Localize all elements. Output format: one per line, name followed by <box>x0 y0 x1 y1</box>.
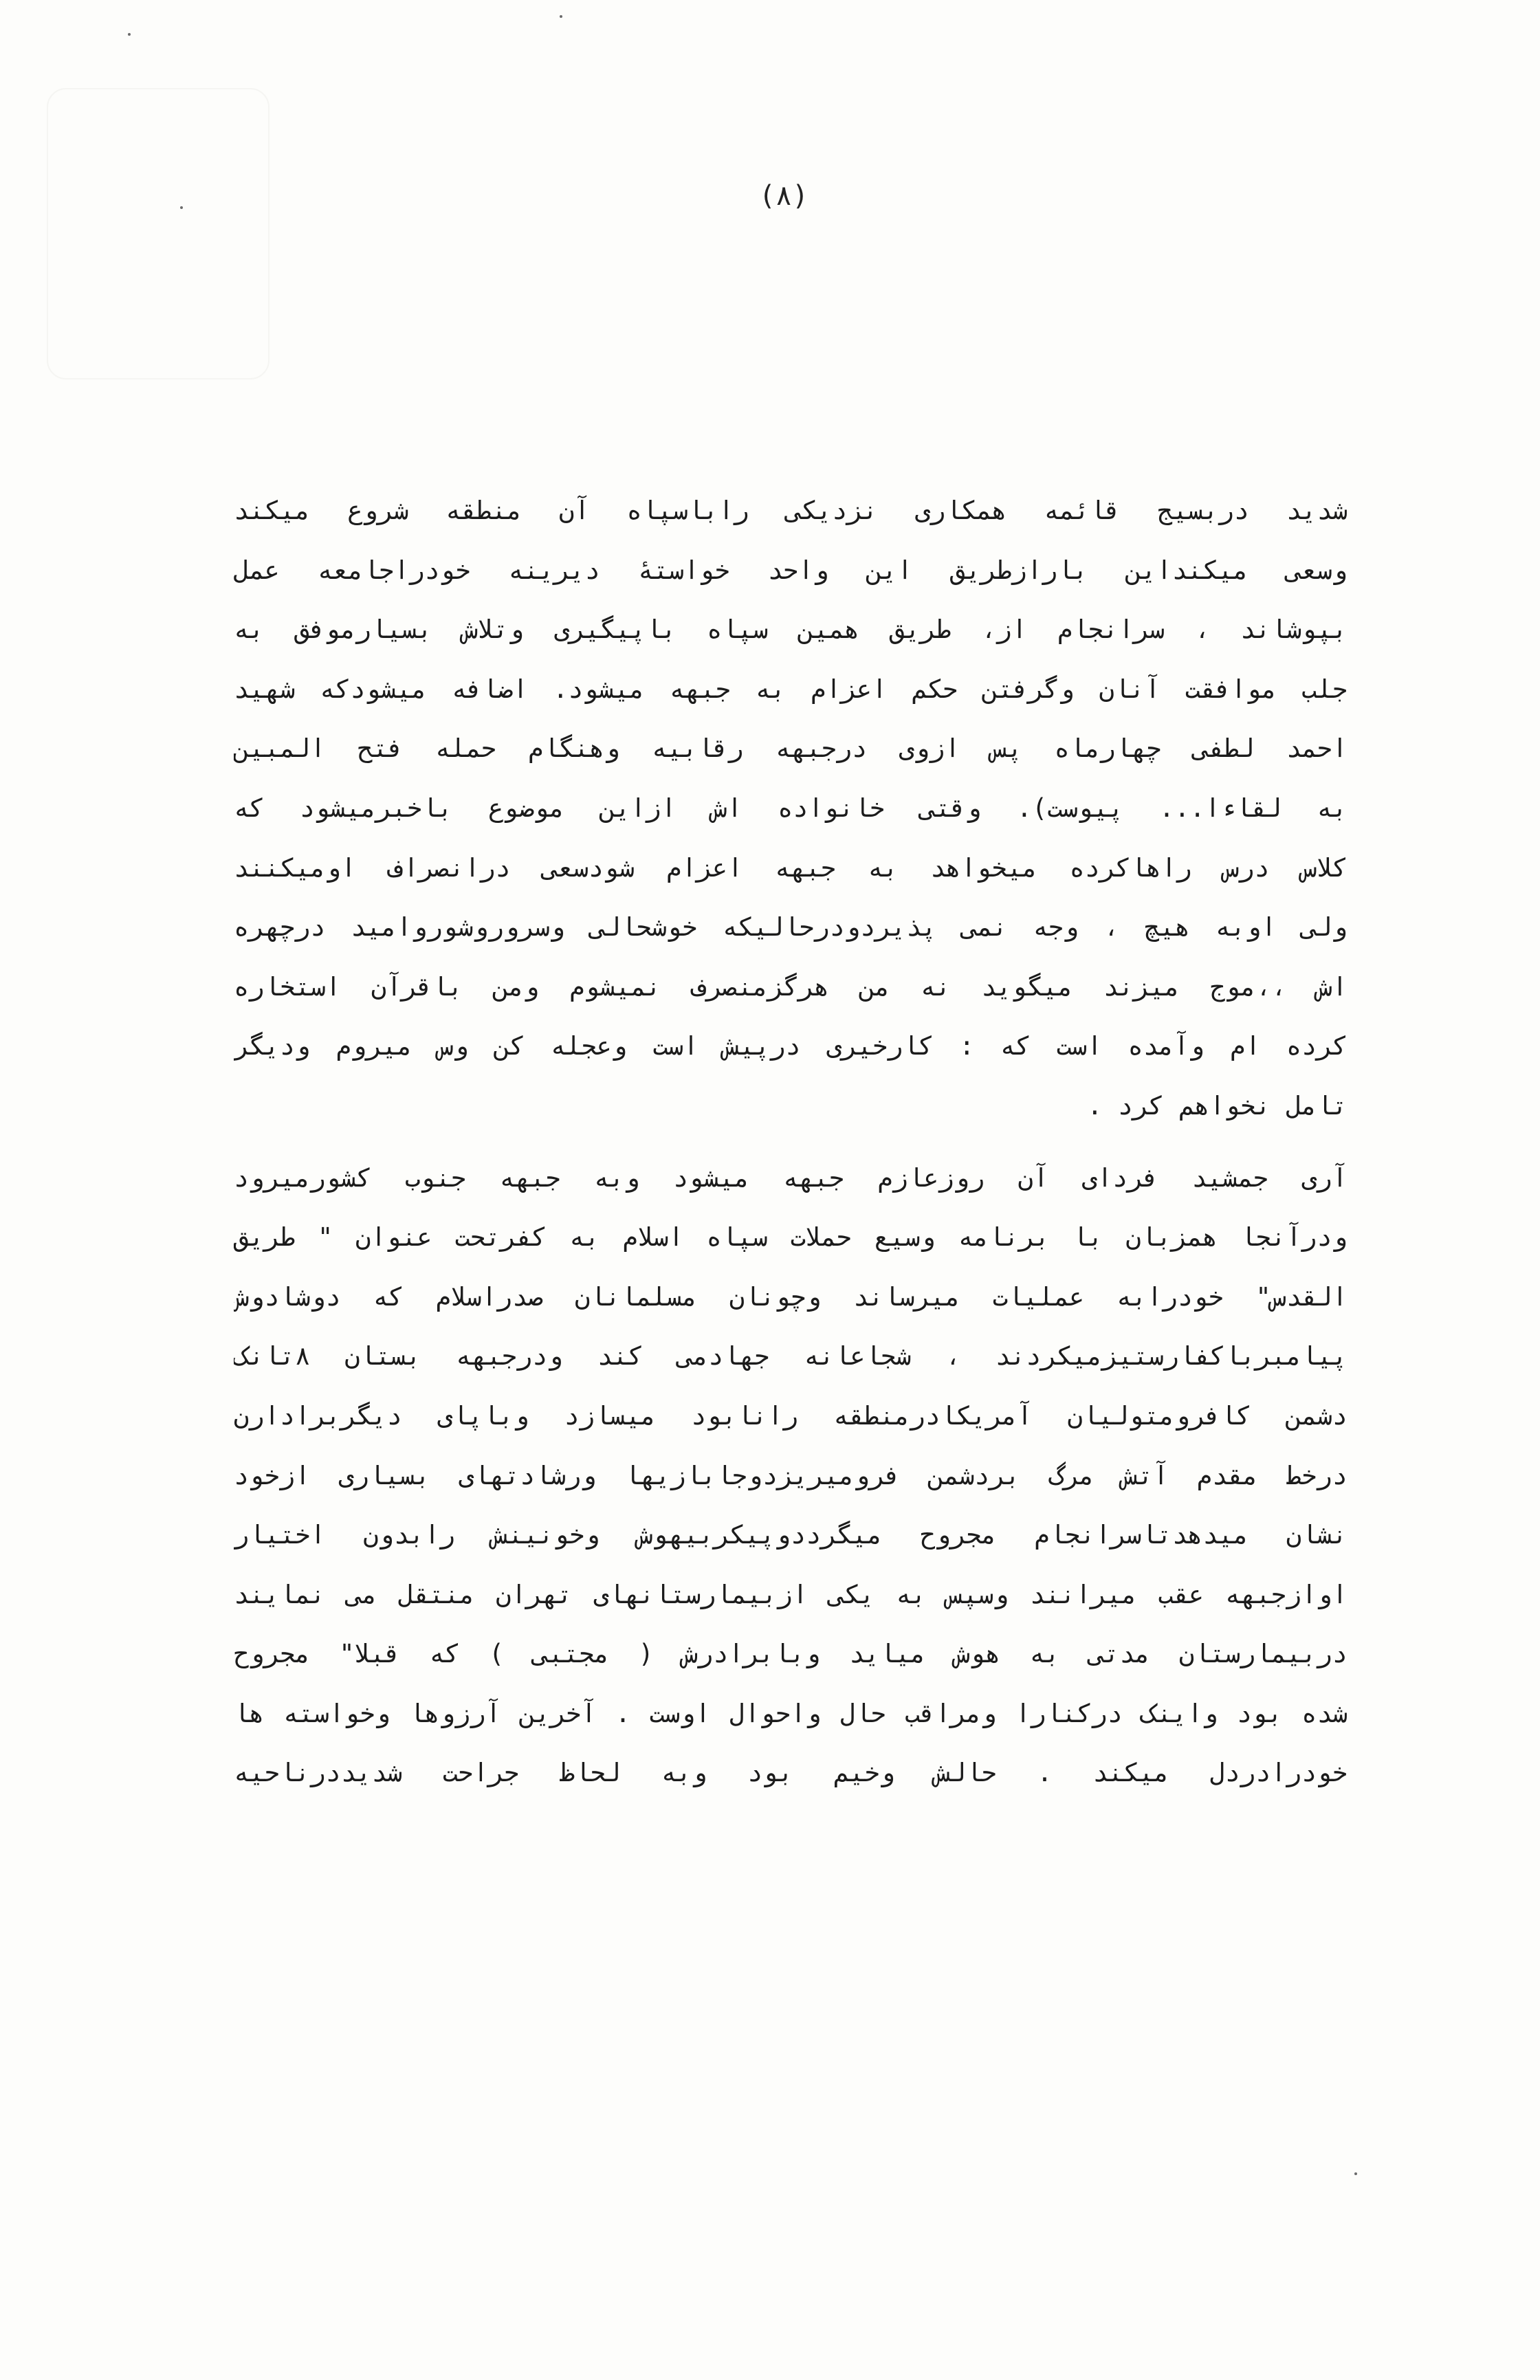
scan-speck <box>180 206 183 209</box>
scan-speck <box>128 33 131 36</box>
faint-stamp-mark <box>47 88 270 379</box>
text-line: نشان میدهدتاسرانجام مجروح میگرددوپیکربیهوش وخونینش رابدون اختیار <box>234 1520 1348 1550</box>
text-line: کلاس درس راهاکرده میخواهد به جبهه اعزام شودسعی درانصراف اومیکنند <box>234 852 1348 883</box>
scan-speck <box>1354 2172 1357 2175</box>
text-line: شدید دربسیج قائمه همکاری نزدیکی راباسپاه آن منطقه شروع میکند <box>234 496 1348 525</box>
text-line: القدس" خودرابه عملیات میرساند وچونان مسلمانان صدراسلام که دوشادوش <box>234 1281 1348 1312</box>
text-line: شده بود واینک درکنارا ومراقب حال واحوال اوست . آخرین آرزوها وخواسته ها <box>234 1698 1348 1728</box>
text-line: ودرآنجا همزبان با برنامه وسیع حملات سپاه اسلام به کفرتحت عنوان " طریق <box>234 1222 1348 1253</box>
text-line: بپوشاند ، سرانجام از، طریق همین سپاه باپیگیری وتلاش بسیارموفق به <box>234 615 1348 645</box>
text-line: آری جمشید فردای آن روزعازم جبهه میشود وبه جبهه جنوب کشورمیرود <box>234 1163 1348 1193</box>
text-line: ولی اوبه هیچ ، وجه نمی پذیردودرحالیکه خوشحالی وسروروشوروامید درچهره <box>234 912 1348 943</box>
text-line: کرده ام وآمده است که : کارخیری درپیش است وعجله کن وس میروم ودیگر <box>234 1031 1348 1061</box>
text-line: دربیمارستان مدتی به هوش میاید وبابرادرش ( مجتبی ) که قبلا" مجروح <box>234 1639 1348 1669</box>
text-line: خودرادردل میکند . حالش وخیم بود وبه لحاظ جراحت شدیددرناحیه <box>234 1758 1348 1788</box>
body-text <box>234 481 1348 1803</box>
text-line: به لقاءا... پیوست). وقتی خانواده اش ازاین موضوع باخبرمیشود که <box>234 793 1348 823</box>
text-line: پیامبرباکفارستیزمیکردند ، شجاعانه جهادمی کند ودرجبهه بستان ۸تانک <box>234 1341 1348 1371</box>
text-line: جلب موافقت آنان وگرفتن حکم اعزام به جبهه میشود. اضافه میشودکه شهید <box>234 674 1348 704</box>
page-number: (۸) <box>758 180 809 212</box>
text-line: درخط مقدم آتش مرگ بردشمن فرومیریزدوجابازیها ورشادتهای بسیاری ازخود <box>234 1460 1348 1490</box>
text-line: دشمن کافرومتولیان آمریکادرمنطقه رانابود میسازد وباپای دیگربرادارن <box>234 1400 1348 1431</box>
text-line: وسعی میکنداین بارازطریق این واحد خواستهٔ دیرینه خودراجامعه عمل <box>234 555 1348 585</box>
scan-speck <box>560 15 562 18</box>
text-line: احمد لطفی چهارماه پس ازوی درجبهه رقابیه وهنگام حمله فتح المبین <box>234 734 1348 764</box>
text-line: اوازجبهه عقب میرانند وسپس به یکی ازبیمارستانهای تهران منتقل می نمایند <box>234 1579 1348 1609</box>
paragraph-1 <box>234 481 1348 1136</box>
text-line: اش ،،موج میزند میگوید نه من هرگزمنصرف نمیشوم ومن باقرآن استخاره <box>234 971 1348 1002</box>
text-line: تامل نخواهم کرد . <box>1087 1090 1348 1121</box>
paragraph-2 <box>234 1149 1348 1804</box>
